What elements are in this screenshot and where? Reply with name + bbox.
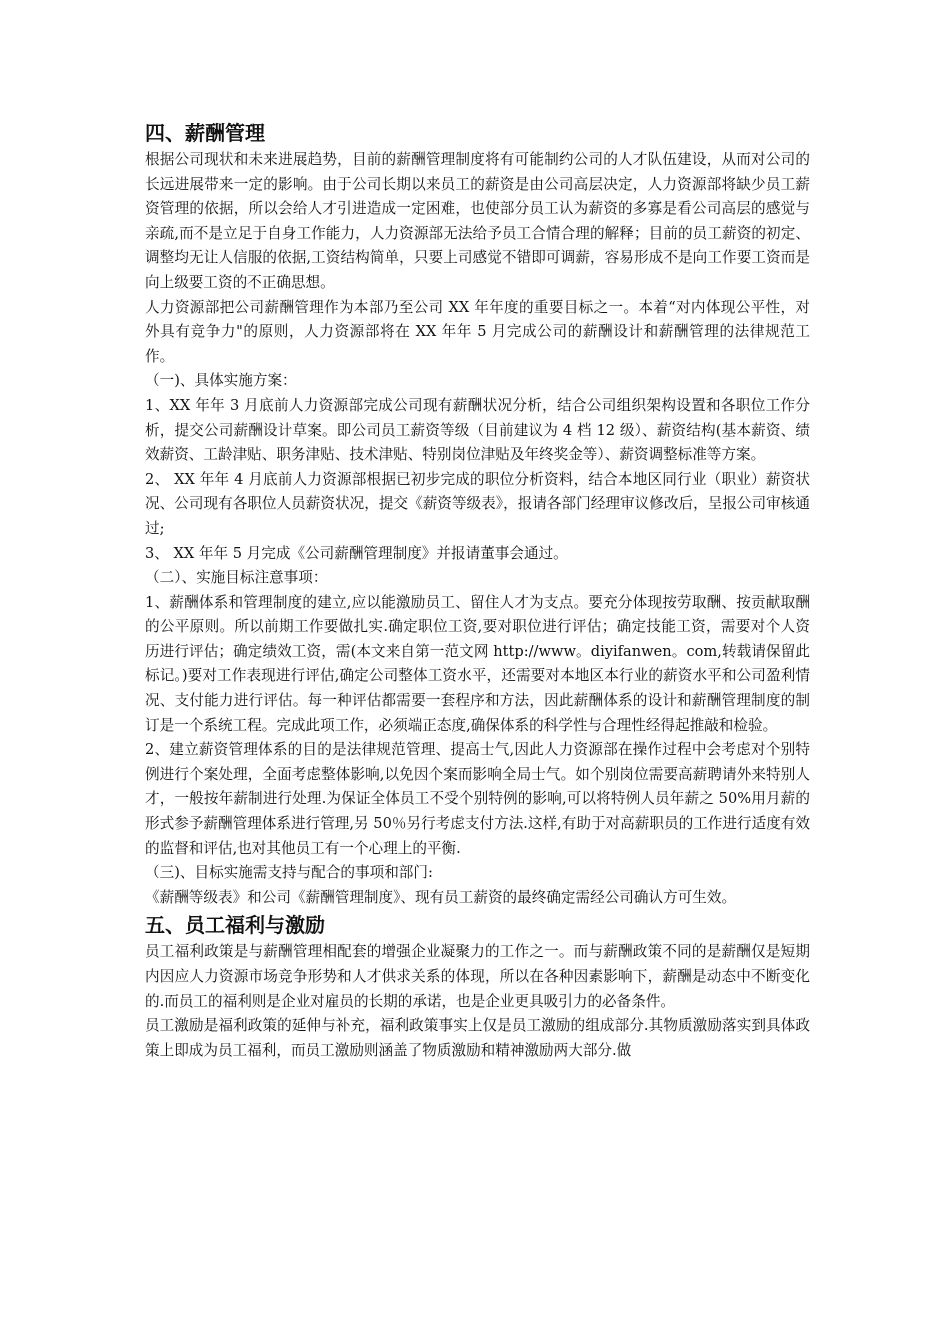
plan-item-3: 3、 XX 年年 5 月完成《公司薪酬管理制度》并报请董事会通过。 (145, 544, 568, 562)
section-4-paragraph-2: 人力资源部把公司薪酬管理作为本部乃至公司 XX 年年度的重要目标之一。本着“对内体现公平性，对外具有竞争力"的原则，人力资源部将在 XX 年年 5 月完成公司的薪酬设计和薪酬管理的法律规范工作。 (145, 298, 810, 365)
note-item-2: 2、建立薪资管理体系的目的是法律规范管理、提高士气,因此人力资源部在操作过程中会考虑对个别特例进行个案处理，全面考虑整体影响,以免因个案而影响全局士气。如个别岗位需要高薪聘请外来特别人才，一般按年薪制进行处理.为保证全体员工不受个别特例的影响,可以将特例人员年薪之 50%用月薪的形式参予薪酬管理体系进行管理,另 50％另行考虑支付方法.这样,有助于对高薪职员的工作进行适度有效的监督和评估,也对其他员工有一个心理上的平衡. (145, 741, 810, 857)
section-5-paragraph-1: 员工福利政策是与薪酬管理相配套的增强企业凝聚力的工作之一。而与薪酬政策不同的是薪酬仅是短期内因应人力资源市场竞争形势和人才供求关系的体现，所以在各种因素影响下，薪酬是动态中不断变化的.而员工的福利则是企业对雇员的长期的承诺，也是企业更具吸引力的必备条件。 (145, 943, 810, 1010)
note-item-1: 1、薪酬体系和管理制度的建立,应以能激励员工、留住人才为支点。要充分体现按劳取酬、按贡献取酬的公平原则。所以前期工作要做扎实.确定职位工资,要对职位进行评估；确定技能工资，需要对个人资历进行评估；确定绩效工资，需(本文来自第一范文网 http://www。diyifanwen。com,转载请保留此标记。)要对工作表现进行评估,确定公司整体工资水平，还需要对本地区本行业的薪资水平和公司盈利情况、支付能力进行评估。每一种评估都需要一套程序和方法，因此薪酬体系的设计和薪酬管理制度的制订是一个系统工程。完成此项工作，必须端正态度,确保体系的科学性与合理性经得起推敲和检验。 (145, 593, 810, 734)
plan-item-1: 1、XX 年年 3 月底前人力资源部完成公司现有薪酬状况分析，结合公司组织架构设置和各职位工作分析，提交公司薪酬设计草案。即公司员工薪资等级（目前建议为 4 档 12 级）、薪资结构(基本薪资、绩效薪资、工龄津贴、职务津贴、技术津贴、特别岗位津贴及年终奖金等）、薪资调整标准等方案。 (145, 396, 810, 464)
subheading-implementation-plan: （一)、具体实施方案： (145, 372, 297, 390)
section-4-heading: 四、薪酬管理 (145, 121, 265, 145)
subheading-support: （三)、目标实施需支持与配合的事项和部门: (145, 864, 433, 882)
section-5-paragraph-2: 员工激励是福利政策的延伸与补充，福利政策事实上仅是员工激励的组成部分.其物质激励落实到具体政策上即成为员工福利，而员工激励则涵盖了物质激励和精神激励两大部分.做 (145, 1017, 810, 1059)
subheading-notes: （二）、实施目标注意事项： (145, 569, 328, 587)
section-4-paragraph-1: 根据公司现状和未来进展趋势，目前的薪酬管理制度将有可能制约公司的人才队伍建设，从而对公司的长远进展带来一定的影响。由于公司长期以来员工的薪资是由公司高层决定，人力资源部将缺少员工薪资管理的依据，所以会给人才引进造成一定困难，也使部分员工认为薪资的多寡是看公司高层的感觉与亲疏,而不是立足于自身工作能力，人力资源部无法给予员工合情合理的解释；目前的员工薪资的初定、调整均无让人信服的依据,工资结构简单，只要上司感觉不错即可调薪，容易形成不是向工作要工资而是向上级要工资的不正确思想。 (145, 151, 810, 291)
section-4-paragraph-3: 《薪酬等级表》和公司《薪酬管理制度》、现有员工薪资的最终确定需经公司确认方可生效。 (145, 888, 737, 906)
plan-item-2: 2、 XX 年年 4 月底前人力资源部根据已初步完成的职位分析资料，结合本地区同行业（职业）薪资状况、公司现有各职位人员薪资状况，提交《薪资等级表》，报请各部门经理审议修改后，呈报公司审核通过; (145, 470, 810, 537)
section-5-heading: 五、员工福利与激励 (145, 913, 325, 938)
document-page (145, 118, 810, 1063)
